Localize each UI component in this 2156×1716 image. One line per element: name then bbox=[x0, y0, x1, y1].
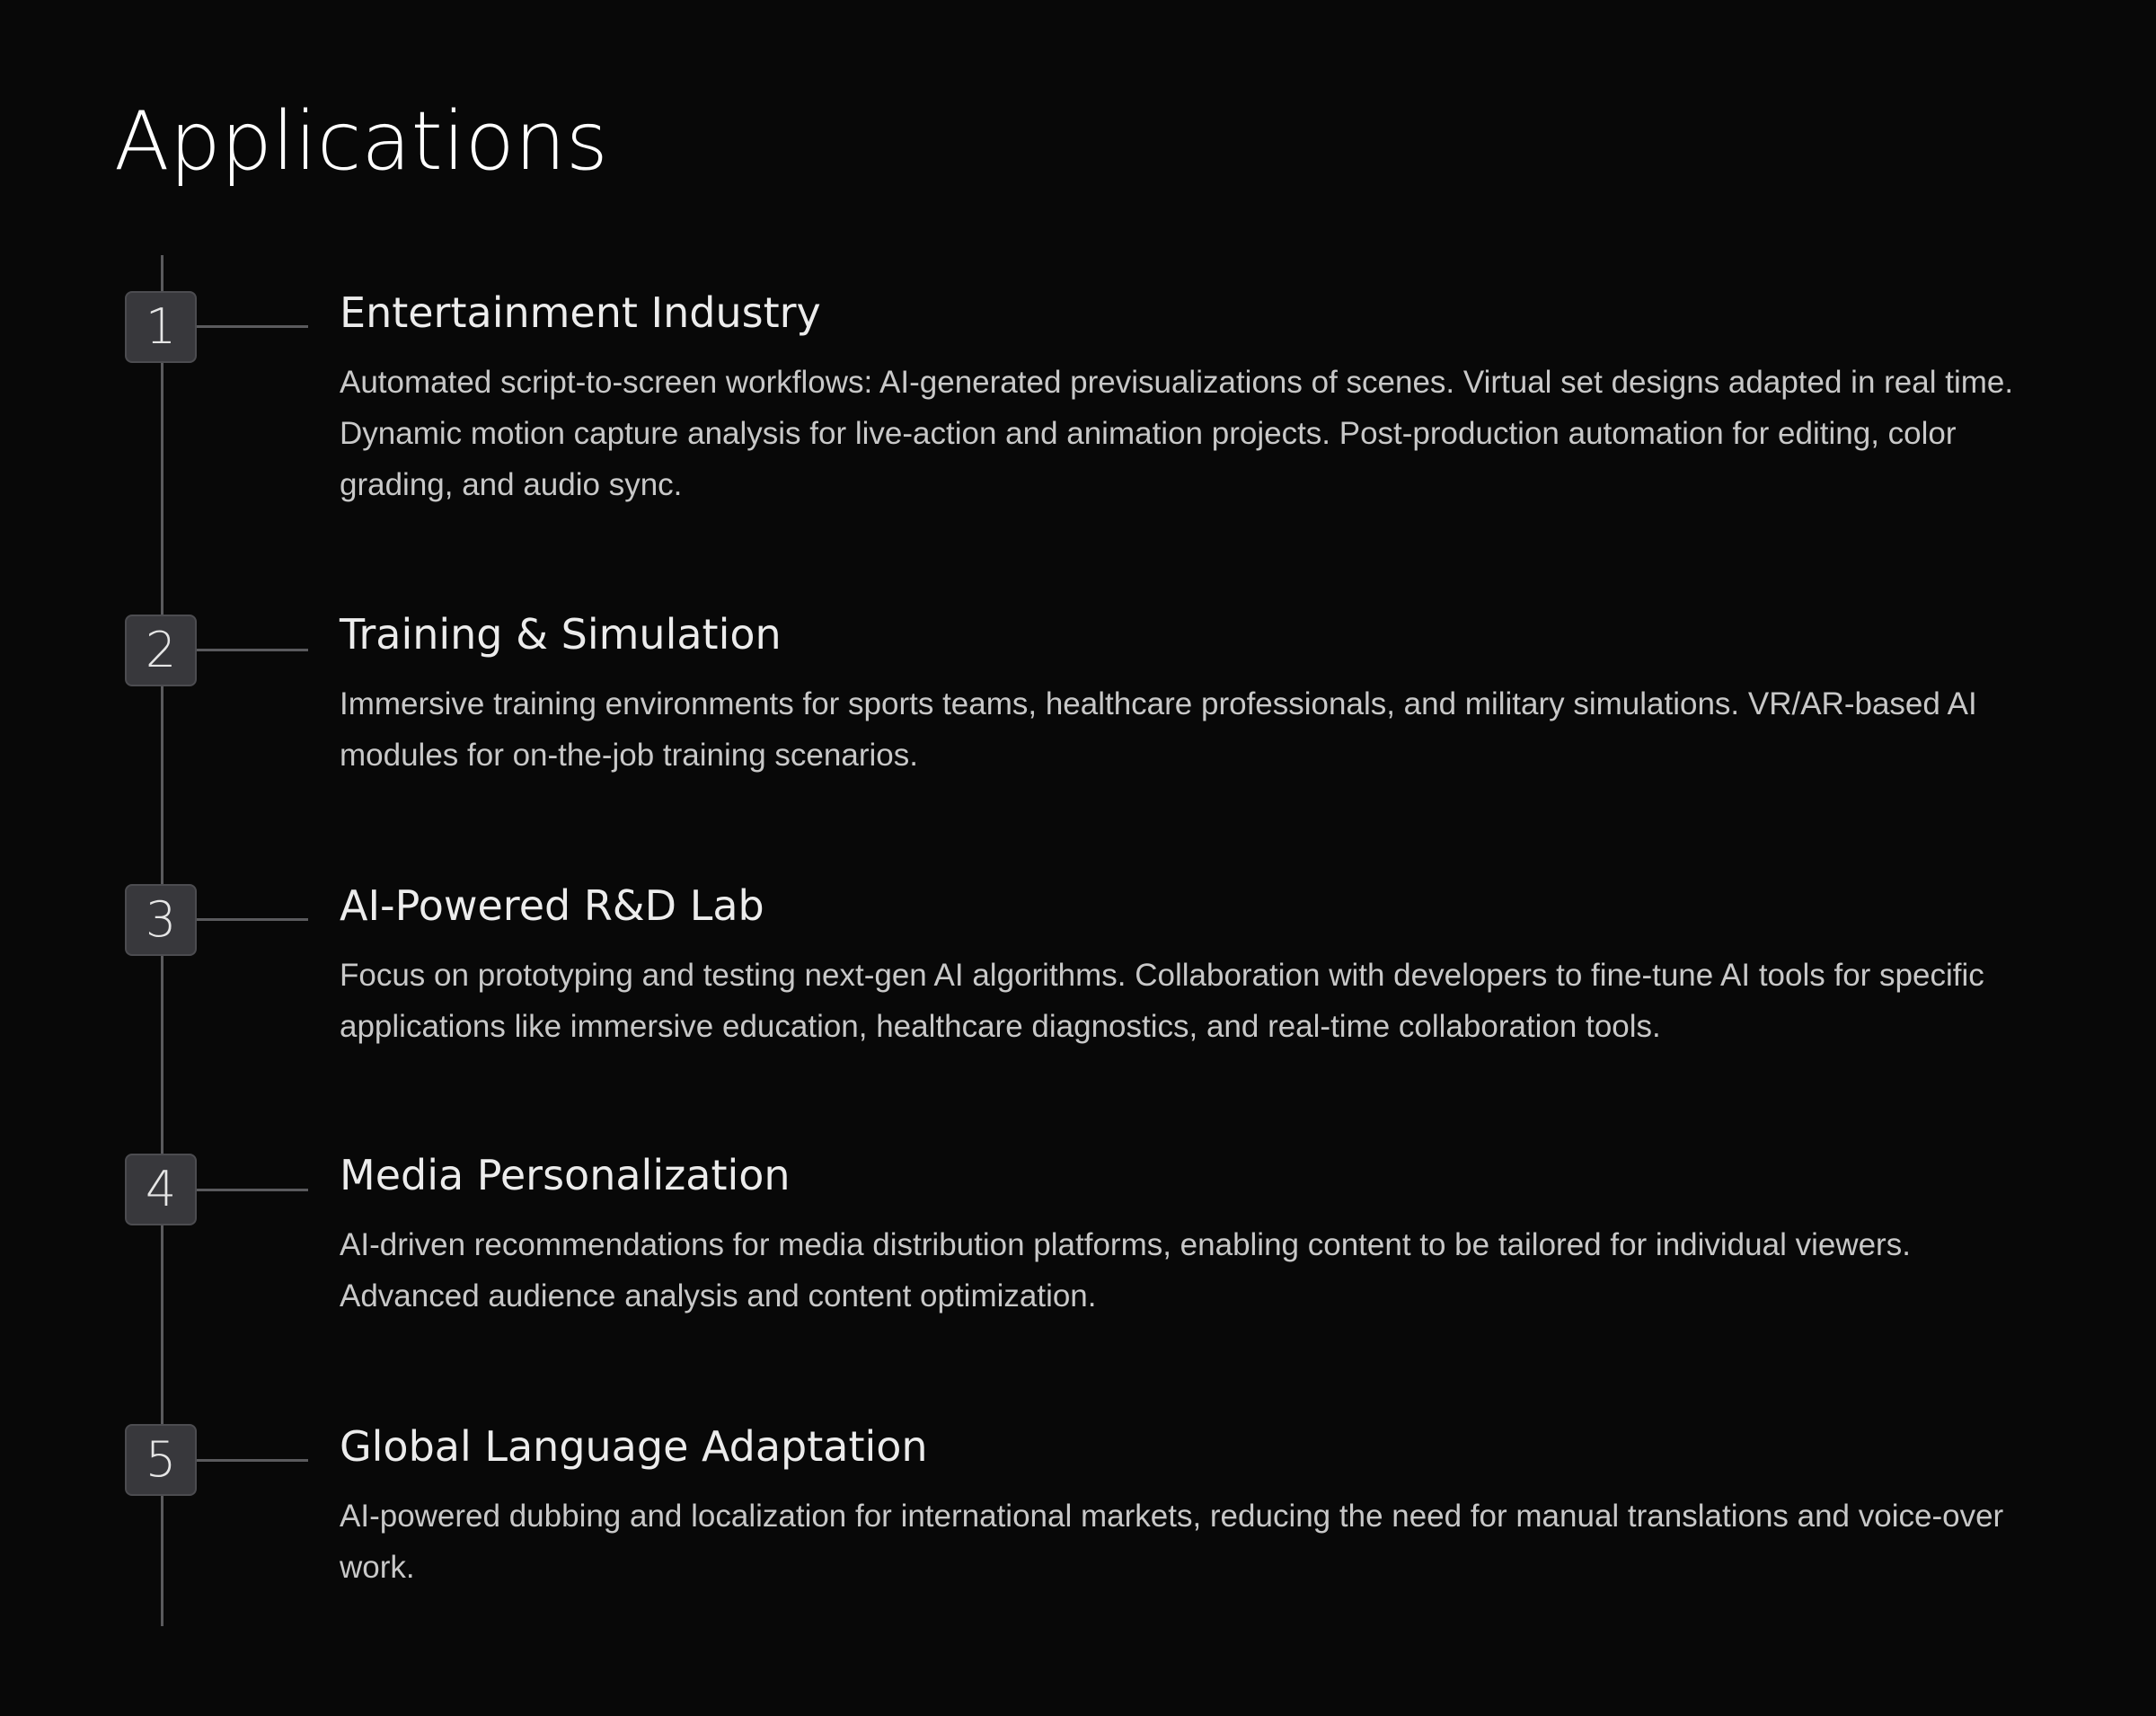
step-heading: Media Personalization bbox=[340, 1151, 791, 1199]
step-number-badge: 1 bbox=[125, 291, 197, 363]
step-heading: Global Language Adaptation bbox=[340, 1422, 928, 1471]
step-number-badge: 2 bbox=[125, 615, 197, 686]
step-connector bbox=[197, 1459, 308, 1462]
step-description: Focus on prototyping and testing next-gen AI algorithms. Collaboration with developers to fine-tune AI tools for specific applications like immersive education, healthcare diagnostics, and real-time collaboration tools. bbox=[340, 958, 1984, 1044]
step-description: AI-powered dubbing and localization for international markets, reducing the need for manual translations and voice-over work. bbox=[340, 1499, 2004, 1585]
step-heading: AI-Powered R&D Lab bbox=[340, 881, 764, 930]
step-connector bbox=[197, 1189, 308, 1191]
step-description: AI-driven recommendations for media distribution platforms, enabling content to be tailored for individual viewers. Advanced audience analysis and content optimization. bbox=[340, 1227, 1911, 1314]
step-connector bbox=[197, 325, 308, 328]
step-heading: Entertainment Industry bbox=[340, 288, 821, 337]
page-title: Applications bbox=[114, 94, 608, 189]
step-description: Immersive training environments for sports teams, healthcare professionals, and military simulations. VR/AR-based AI modules for on-the-job training scenarios. bbox=[340, 686, 1977, 773]
step-heading: Training & Simulation bbox=[340, 610, 782, 659]
step-description: Automated script-to-screen workflows: AI-generated previsualizations of scenes. Virtual set designs adapted in real time. Dynamic motion capture analysis for live-action and animation projects. Post-production automation for editing, color grading, and audio sync. bbox=[340, 365, 2014, 502]
step-connector bbox=[197, 649, 308, 651]
step-number-badge: 5 bbox=[125, 1424, 197, 1496]
step-connector bbox=[197, 918, 308, 921]
step-number-badge: 3 bbox=[125, 884, 197, 956]
step-number-badge: 4 bbox=[125, 1154, 197, 1225]
